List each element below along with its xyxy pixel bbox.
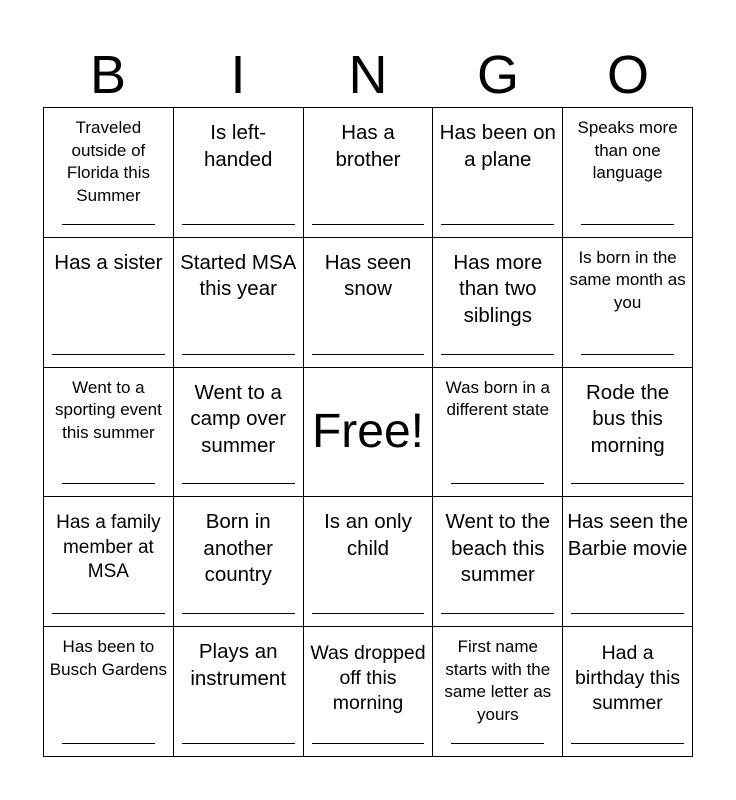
signature-line — [441, 613, 554, 614]
signature-line — [62, 743, 155, 744]
signature-line — [182, 483, 295, 484]
bingo-cell-text: Is left-handed — [203, 121, 273, 171]
signature-line — [312, 224, 425, 225]
bingo-cell[interactable] — [563, 238, 693, 368]
header-letter-g: G — [476, 45, 519, 105]
bingo-cell-text: Is born in the same month as you — [569, 247, 686, 312]
bingo-cell[interactable] — [44, 497, 174, 627]
bingo-cell-text: Has a family member at MSA — [56, 512, 161, 583]
signature-line — [441, 354, 554, 355]
bingo-card-grid — [43, 107, 693, 757]
bingo-cell[interactable] — [563, 497, 693, 627]
bingo-cell[interactable] — [304, 497, 434, 627]
signature-line — [62, 483, 155, 484]
signature-line — [581, 354, 674, 355]
header-letter-b: B — [89, 45, 127, 105]
bingo-cell[interactable] — [433, 627, 563, 757]
signature-line — [312, 743, 425, 744]
bingo-cell-text: Rode the bus this morning — [585, 380, 670, 457]
bingo-cell[interactable] — [174, 108, 304, 238]
bingo-cell-text: Was dropped off this morning — [310, 642, 426, 715]
bingo-cell[interactable] — [563, 368, 693, 498]
signature-line — [182, 354, 295, 355]
signature-line — [312, 354, 425, 355]
bingo-cell[interactable] — [174, 238, 304, 368]
bingo-cell-text: Has a sister — [54, 250, 163, 274]
bingo-cell-text: Speaks more than one language — [577, 118, 678, 182]
signature-line — [62, 224, 155, 225]
bingo-cell[interactable] — [433, 368, 563, 498]
bingo-cell[interactable] — [174, 368, 304, 498]
bingo-cell-text: Had a birthday this summer — [575, 642, 681, 715]
header-letter-o: O — [606, 45, 649, 105]
signature-line — [451, 483, 544, 484]
bingo-cell-text: Plays an instrument — [190, 640, 287, 690]
bingo-cell[interactable] — [174, 627, 304, 757]
signature-line — [571, 743, 684, 744]
signature-line — [52, 613, 165, 614]
bingo-cell-text: Is an only child — [324, 510, 412, 560]
bingo-cell[interactable] — [304, 368, 434, 498]
signature-line — [182, 224, 295, 225]
bingo-cell-text: Has been on a plane — [439, 121, 556, 171]
bingo-cell-text: Went to a sporting event this summer — [55, 377, 162, 442]
bingo-cell-text: Born in another country — [203, 510, 273, 587]
signature-line — [451, 743, 544, 744]
bingo-cell[interactable] — [44, 368, 174, 498]
bingo-cell[interactable] — [44, 627, 174, 757]
bingo-cell[interactable] — [433, 108, 563, 238]
bingo-cell[interactable] — [304, 627, 434, 757]
bingo-cell[interactable] — [44, 108, 174, 238]
bingo-cell[interactable] — [563, 627, 693, 757]
bingo-cell-text: Went to the beach this summer — [445, 510, 551, 587]
bingo-cell-text: Has been to Busch Gardens — [49, 637, 167, 679]
signature-line — [581, 224, 674, 225]
signature-line — [441, 224, 554, 225]
bingo-cell[interactable] — [433, 497, 563, 627]
signature-line — [182, 613, 295, 614]
signature-line — [312, 613, 425, 614]
bingo-cell-text: Has seen the Barbie movie — [567, 510, 688, 560]
signature-line — [52, 354, 165, 355]
bingo-cell-text: First name starts with the same letter as yours — [444, 637, 552, 724]
signature-line — [182, 743, 295, 744]
bingo-cell[interactable] — [304, 108, 434, 238]
bingo-cell-text: Started MSA this year — [180, 250, 297, 301]
bingo-cell-text: Was born in a different state — [445, 377, 550, 420]
bingo-cell-text: Has seen snow — [324, 250, 412, 301]
signature-line — [571, 613, 684, 614]
signature-line — [571, 483, 684, 484]
bingo-cell[interactable] — [563, 108, 693, 238]
header-letter-n: N — [348, 45, 388, 105]
bingo-cell-text: Has a brother — [335, 121, 401, 171]
bingo-cell[interactable] — [44, 238, 174, 368]
bingo-cell[interactable] — [433, 238, 563, 368]
bingo-cell[interactable] — [174, 497, 304, 627]
bingo-cell-text: Traveled outside of Florida this Summer — [66, 118, 150, 205]
bingo-cell-text: Has more than two siblings — [453, 250, 543, 327]
bingo-header — [43, 42, 693, 108]
bingo-cell[interactable] — [304, 238, 434, 368]
bingo-cell-text: Free! — [311, 404, 424, 458]
bingo-cell-text: Went to a camp over summer — [190, 380, 287, 457]
header-letter-i: I — [230, 45, 246, 105]
